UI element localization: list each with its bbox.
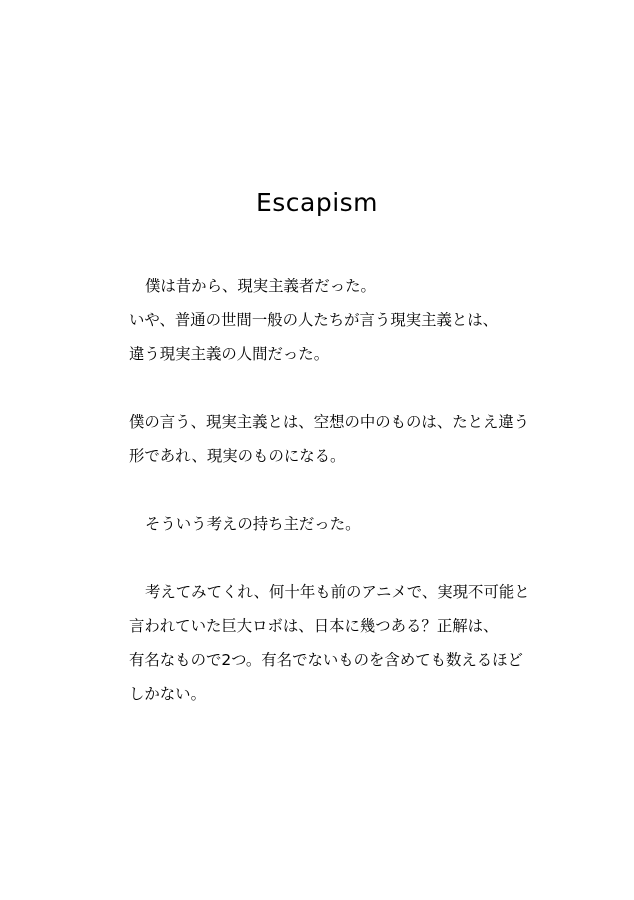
text-line: 有名なもので2つ。有名でないものを含めても数えるほど <box>129 651 523 669</box>
text-line: そういう考えの持ち主だった。 <box>145 515 361 533</box>
text-line: 僕の言う、現実主義とは、空想の中のものは、たとえ違う <box>129 413 530 431</box>
text-line: 考えてみてくれ、何十年も前のアニメで、実現不可能と <box>145 583 530 601</box>
text-line: 違う現実主義の人間だった。 <box>129 345 330 363</box>
document-body <box>129 269 529 711</box>
text-line: 形であれ、現実のものになる。 <box>129 447 346 465</box>
document-title: Escapism <box>255 188 379 217</box>
paragraph-spacer <box>129 473 529 507</box>
text-line: 僕は昔から、現実主義者だった。 <box>145 277 376 295</box>
text-line: 言われていた巨大ロボは、日本に幾つある？正解は、 <box>129 617 499 635</box>
text-line: いや、普通の世間一般の人たちが言う現実主義とは、 <box>129 311 499 329</box>
paragraph-spacer <box>129 541 529 575</box>
text-line: しかない。 <box>129 685 206 703</box>
paragraph-spacer <box>129 371 529 405</box>
